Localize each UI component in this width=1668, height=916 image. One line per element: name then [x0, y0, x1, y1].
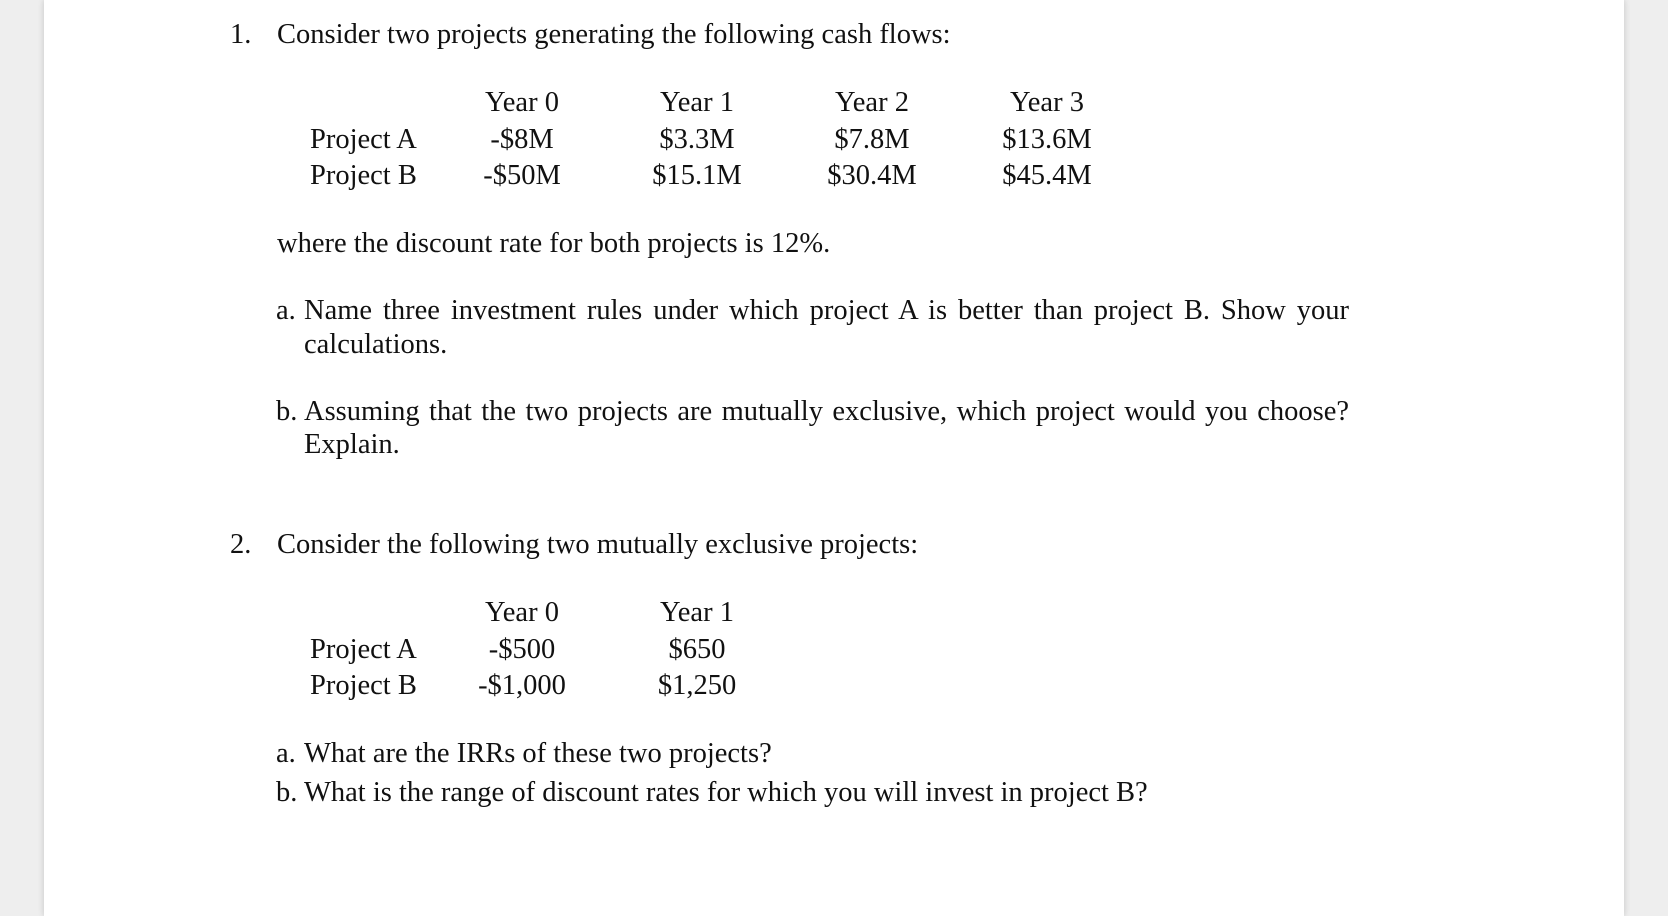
q2-header-year-0: Year 0 — [485, 597, 559, 628]
q2-row-label-project-b: Project B — [310, 670, 417, 701]
q1-number: 1. — [230, 19, 252, 50]
q1-cell-a-year-3: $13.6M — [1002, 124, 1092, 155]
q1-part-a-line-1: Name three investment rules under which project A is better than project B. Show your — [304, 295, 1349, 326]
q2-row-label-project-a: Project A — [310, 634, 417, 665]
q1-part-b-line-1: Assuming that the two projects are mutually exclusive, which project would you choose? — [304, 396, 1349, 427]
q2-part-a-text: What are the IRRs of these two projects? — [304, 738, 772, 769]
q1-discount-rate-note: where the discount rate for both projects is 12%. — [277, 228, 831, 259]
q1-row-label-project-b: Project B — [310, 160, 417, 191]
q2-part-a-letter: a. — [276, 738, 296, 769]
q1-header-year-2: Year 2 — [835, 87, 909, 118]
q1-header-year-0: Year 0 — [485, 87, 559, 118]
q2-part-b-letter: b. — [276, 777, 298, 808]
q1-cell-a-year-0: -$8M — [490, 124, 554, 155]
document-page — [44, 0, 1624, 916]
q2-cell-b-year-0: -$1,000 — [478, 670, 566, 701]
q1-prompt: Consider two projects generating the following cash flows: — [277, 19, 951, 50]
q1-header-year-3: Year 3 — [1010, 87, 1084, 118]
q2-header-year-1: Year 1 — [660, 597, 734, 628]
q1-part-a-line-2: calculations. — [304, 329, 448, 360]
q2-cell-a-year-0: -$500 — [488, 634, 556, 665]
q1-row-label-project-a: Project A — [310, 124, 417, 155]
q1-header-year-1: Year 1 — [660, 87, 734, 118]
q2-number: 2. — [230, 529, 252, 560]
q1-cell-b-year-2: $30.4M — [827, 160, 917, 191]
q2-cell-b-year-1: $1,250 — [657, 670, 737, 701]
q1-part-b-line-2: Explain. — [304, 429, 400, 460]
q1-cell-b-year-0: -$50M — [483, 160, 561, 191]
q1-part-b-letter: b. — [276, 396, 298, 427]
q2-cell-a-year-1: $650 — [668, 634, 726, 665]
q1-cell-b-year-3: $45.4M — [1002, 160, 1092, 191]
q2-part-b-text: What is the range of discount rates for which you will invest in project B? — [304, 777, 1148, 808]
q2-prompt: Consider the following two mutually exclusive projects: — [277, 529, 919, 560]
q1-cell-b-year-1: $15.1M — [652, 160, 742, 191]
q1-cell-a-year-1: $3.3M — [659, 124, 735, 155]
q1-cell-a-year-2: $7.8M — [834, 124, 910, 155]
q1-part-a-letter: a. — [276, 295, 296, 326]
